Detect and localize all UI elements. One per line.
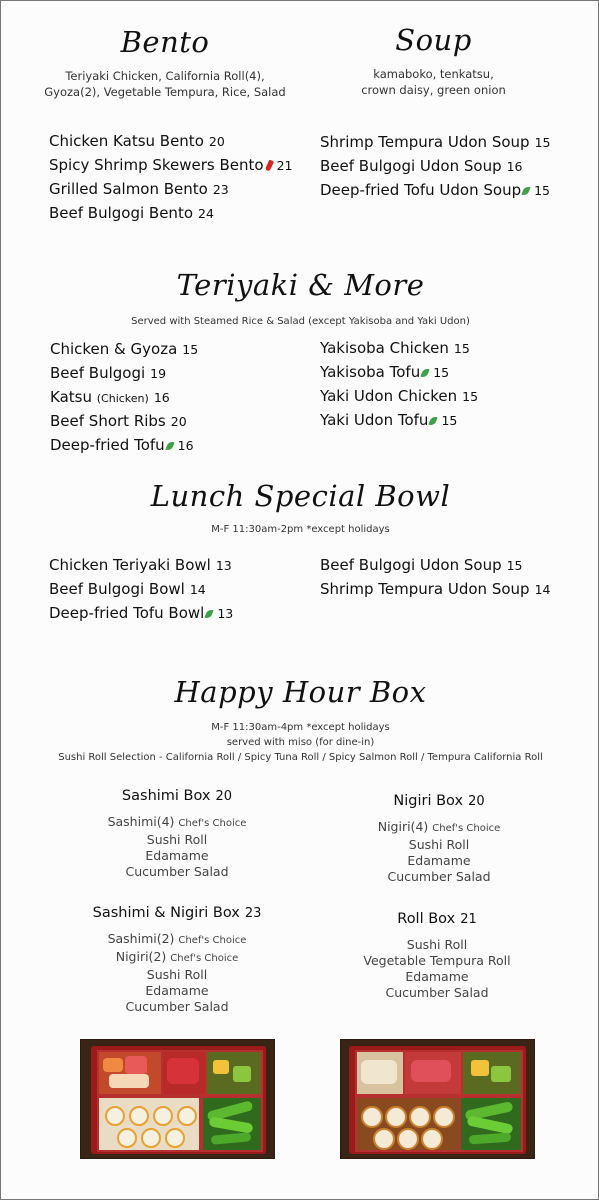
menu-item: Chicken Teriyaki Bowl 13 [49,556,232,574]
menu-item: Grilled Salmon Bento 23 [49,180,229,198]
lunch-title: Lunch Special Bowl [150,479,451,513]
salad-section [205,1050,263,1096]
menu-item: Chicken Katsu Bento 20 [49,132,225,150]
bento-box-photo [80,1039,275,1159]
bento-list [49,129,293,225]
menu-item: Chicken & Gyoza 15 [50,340,199,358]
radish-section [355,1050,405,1096]
menu-item: Deep-fried Tofu Udon Soup 15 [320,181,551,199]
menu-item: Shrimp Tempura Udon Soup 14 [320,580,551,598]
leaf-icon [165,440,174,451]
soup-title: Soup [395,23,472,57]
bento-desc: Teriyaki Chicken, California Roll(4), Gyoza(2), Vegetable Tempura, Rice, Salad [44,69,286,99]
roll-box-photo [340,1039,535,1159]
box-title: Nigiri Box 20 [393,793,485,809]
lunch-right-list [320,553,550,601]
menu-item: Beef Bulgogi Bowl 14 [49,580,206,598]
menu-item: Shrimp Tempura Udon Soup 15 [320,133,551,151]
sashimi-box: Sashimi Box 20 Sashimi(4) Chef's Choice Sushi Roll Edamame Cucumber Salad [77,788,277,880]
box-title: Sashimi Box 20 [121,788,233,804]
menu-item: Beef Bulgogi 19 [50,364,167,382]
menu-item: Yaki Udon Tofu 15 [320,411,458,429]
lunch-desc: M-F 11:30am-2pm *except holidays [211,524,390,535]
roll-section [97,1096,201,1152]
lunch-left-list [49,553,233,625]
menu-item: Beef Bulgogi Udon Soup 15 [320,556,523,574]
leaf-icon [205,608,214,619]
sashimi-section [97,1050,163,1096]
menu-item: Deep-fried Tofu 16 [50,436,194,454]
leaf-icon [429,415,438,426]
happy-hour-desc: M-F 11:30am-4pm *except holidays served with miso (for dine-in) Sushi Roll Selection - California Roll / Spicy Tuna Roll / Spicy Salmon Roll / Tempura California Roll [58,722,543,763]
menu-item: Beef Bulgogi Udon Soup 16 [320,157,523,175]
box-title: Sashimi & Nigiri Box 23 [92,905,262,921]
nigiri-box: Nigiri Box 20 Nigiri(4) Chef's Choice Sushi Roll Edamame Cucumber Salad [339,793,539,885]
leaf-icon [421,367,430,378]
soup-list [320,130,550,202]
roll-box: Roll Box 21 Sushi Roll Vegetable Tempura Roll Edamame Cucumber Salad [327,911,547,1001]
box-title: Roll Box 21 [397,911,477,927]
tuna-section [161,1050,207,1096]
teriyaki-left-list [50,337,198,457]
teriyaki-title: Teriyaki & More [176,268,425,302]
teriyaki-desc: Served with Steamed Rice & Salad (except Yakisoba and Yaki Udon) [131,316,470,327]
menu-item: Yakisoba Tofu 15 [320,363,450,381]
edamame-section [201,1096,263,1152]
menu-item: Yakisoba Chicken 15 [320,339,470,357]
menu-item: Beef Bulgogi Bento 24 [49,204,214,222]
menu-item: Katsu (Chicken) 16 [50,388,170,406]
chili-pepper-icon [265,159,274,171]
menu-item: Spicy Shrimp Skewers Bento 21 [49,156,293,174]
tempura-roll-section [355,1096,461,1152]
leaf-icon [522,185,531,196]
edamame-section [459,1096,523,1152]
teriyaki-right-list [320,336,478,432]
happy-hour-title: Happy Hour Box [174,675,427,709]
menu-item: Yaki Udon Chicken 15 [320,387,479,405]
sashimi-nigiri-box: Sashimi & Nigiri Box 23 Sashimi(2) Chef's Choice Nigiri(2) Chef's Choice Sushi Roll Edamame Cucumber Salad [67,905,287,1015]
bento-title: Bento [120,25,210,59]
soup-desc: kamaboko, tenkatsu, crown daisy, green onion [361,67,506,97]
salad-section [461,1050,523,1096]
menu-item: Beef Short Ribs 20 [50,412,187,430]
nigiri-section [403,1050,463,1096]
menu-item: Deep-fried Tofu Bowl 13 [49,604,234,622]
